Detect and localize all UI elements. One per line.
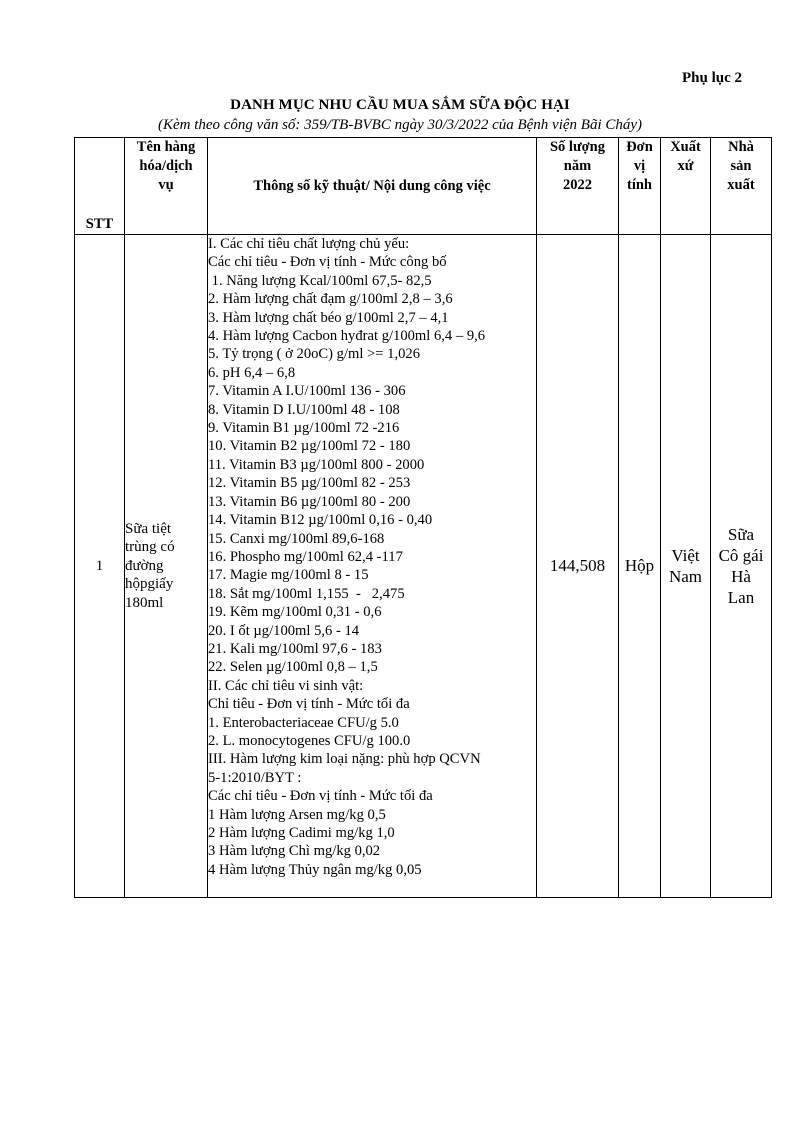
spec-line: Chỉ tiêu - Đơn vị tính - Mức tối đa bbox=[208, 696, 410, 713]
spec-line: 2. Hàm lượng chất đạm g/100ml 2,8 – 3,6 bbox=[208, 291, 453, 308]
spec-line: 3. Hàm lượng chất béo g/100ml 2,7 – 4,1 bbox=[208, 309, 449, 326]
spec-line: 10. Vitamin B2 µg/100ml 72 - 180 bbox=[208, 438, 411, 455]
header-manufacturer: Nhà sản xuất bbox=[711, 138, 772, 235]
spec-line: 18. Sắt mg/100ml 1,155 - 2,475 bbox=[208, 585, 405, 602]
header-origin: Xuất xứ bbox=[661, 138, 711, 235]
header-unit: Đơn vị tính bbox=[619, 138, 661, 235]
table-row bbox=[75, 235, 772, 898]
spec-line: 21. Kali mg/100ml 97,6 - 183 bbox=[208, 640, 382, 657]
row-item-name: Sữa tiệt trùng có đường hộpgiấy 180ml bbox=[125, 235, 208, 898]
header-row bbox=[75, 138, 772, 235]
document-title: DANH MỤC NHU CẦU MUA SẮM SỮA ĐỘC HẠI bbox=[230, 97, 570, 113]
row-spec bbox=[208, 235, 537, 898]
spec-line: 4 Hàm lượng Thủy ngân mg/kg 0,05 bbox=[208, 861, 422, 878]
spec-line: 5. Tỷ trọng ( ở 20oC) g/ml >= 1,026 bbox=[208, 346, 421, 363]
spec-line: 13. Vitamin B6 µg/100ml 80 - 200 bbox=[208, 493, 411, 510]
procurement-table bbox=[74, 137, 772, 898]
header-item-name: Tên hàng hóa/dịch vụ bbox=[125, 138, 208, 235]
spec-line: 19. Kẽm mg/100ml 0,31 - 0,6 bbox=[208, 604, 382, 621]
spec-line: 3 Hàm lượng Chì mg/kg 0,02 bbox=[208, 843, 381, 860]
row-stt: 1 bbox=[75, 235, 125, 898]
spec-line: 6. pH 6,4 – 6,8 bbox=[208, 364, 296, 381]
spec-line: II. Các chỉ tiêu vi sinh vật: bbox=[208, 677, 364, 694]
spec-line: 12. Vitamin B5 µg/100ml 82 - 253 bbox=[208, 475, 411, 492]
row-unit: Hộp bbox=[619, 235, 661, 898]
spec-line: I. Các chỉ tiêu chất lượng chủ yếu: bbox=[208, 236, 410, 252]
spec-line: 9. Vitamin B1 µg/100ml 72 -216 bbox=[208, 420, 400, 437]
header-stt: STT bbox=[75, 138, 125, 235]
spec-line: 1. Enterobacteriaceae CFU/g 5.0 bbox=[208, 714, 399, 731]
document-subtitle: (Kèm theo công văn số: 359/TB-BVBC ngày 30/3/2022 của Bệnh viện Bãi Cháy) bbox=[157, 117, 643, 133]
row-quantity: 144,508 bbox=[537, 235, 619, 898]
spec-line: 11. Vitamin B3 µg/100ml 800 - 2000 bbox=[208, 456, 425, 473]
spec-line: III. Hàm lượng kim loại nặng: phù hợp QCVN bbox=[208, 751, 481, 768]
spec-line: 14. Vitamin B12 µg/100ml 0,16 - 0,40 bbox=[208, 512, 433, 529]
header-quantity: Số lượng năm 2022 bbox=[537, 138, 619, 235]
spec-line: 1 Hàm lượng Arsen mg/kg 0,5 bbox=[208, 806, 386, 823]
spec-line: 16. Phospho mg/100ml 62,4 -117 bbox=[208, 548, 403, 565]
row-origin: Việt Nam bbox=[661, 235, 711, 898]
spec-line: 17. Magie mg/100ml 8 - 15 bbox=[208, 567, 369, 584]
appendix-label: Phụ lục 2 bbox=[681, 70, 742, 86]
spec-line: Các chỉ tiêu - Đơn vị tính - Mức công bố bbox=[208, 254, 447, 271]
spec-line: 22. Selen µg/100ml 0,8 – 1,5 bbox=[208, 659, 378, 676]
spec-line: 4. Hàm lượng Cacbon hyđrat g/100ml 6,4 – 9,6 bbox=[208, 328, 486, 345]
spec-line: 2. L. monocytogenes CFU/g 100.0 bbox=[208, 732, 411, 749]
spec-line: Các chỉ tiêu - Đơn vị tính - Mức tối đa bbox=[208, 788, 433, 805]
row-manufacturer: Sữa Cô gái Hà Lan bbox=[711, 235, 772, 898]
spec-line: 2 Hàm lượng Cadimi mg/kg 1,0 bbox=[208, 825, 395, 841]
spec-line: 5-1:2010/BYT : bbox=[208, 769, 302, 786]
spec-line: 20. I ốt µg/100ml 5,6 - 14 bbox=[208, 622, 360, 639]
header-spec: Thông số kỹ thuật/ Nội dung công việc bbox=[208, 138, 537, 235]
spec-line: 8. Vitamin D I.U/100ml 48 - 108 bbox=[208, 401, 400, 418]
spec-line: 15. Canxi mg/100ml 89,6-168 bbox=[208, 530, 385, 547]
spec-line: 7. Vitamin A I.U/100ml 136 - 306 bbox=[208, 383, 406, 400]
spec-line: 1. Năng lượng Kcal/100ml 67,5- 82,5 bbox=[208, 272, 432, 289]
